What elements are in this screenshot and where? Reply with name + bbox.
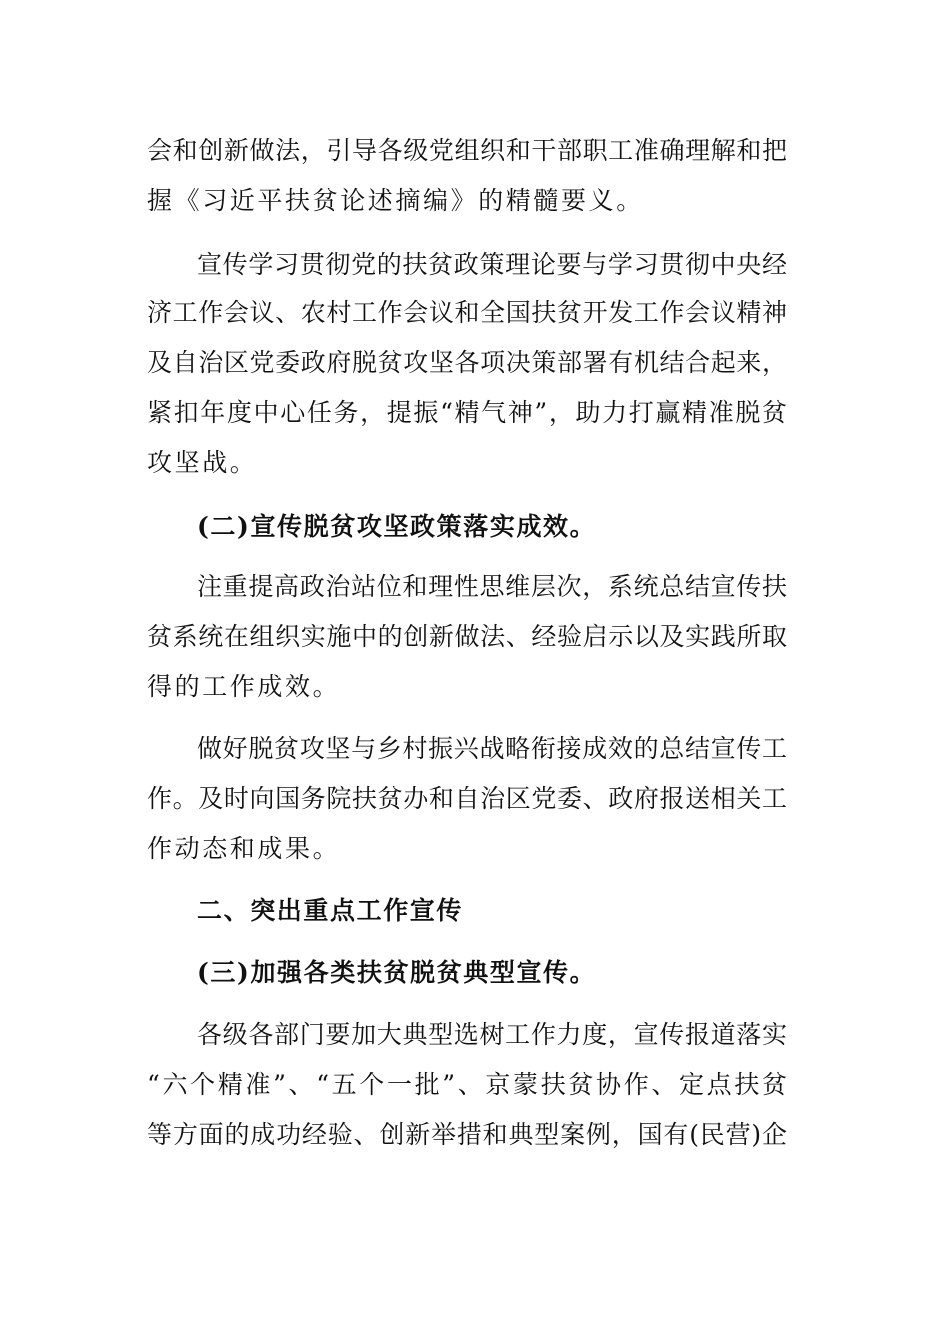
paragraph-line: 贫系统在组织实施中的创新做法、经验启示以及实践所取: [147, 622, 787, 651]
paragraph-line: 攻坚战。: [147, 448, 258, 477]
paragraph-line: 握《习近平扶贫论述摘编》的精髓要义。: [147, 186, 644, 215]
chapter-heading: 二、突出重点工作宣传: [197, 896, 464, 925]
paragraph-line: 作动态和成果。: [147, 834, 341, 863]
paragraph-line: 等方面的成功经验、创新举措和典型案例，国有(民营)企: [147, 1120, 787, 1149]
paragraph-line: 注重提高政治站位和理性思维层次，系统总结宣传扶: [197, 572, 787, 601]
paragraph-line: 及自治区党委政府脱贫攻坚各项决策部署有机结合起来，: [147, 348, 787, 377]
paragraph-line: 做好脱贫攻坚与乡村振兴战略衔接成效的总结宣传工: [197, 734, 787, 763]
paragraph-line: 各级各部门要加大典型选树工作力度，宣传报道落实: [197, 1020, 787, 1049]
section-heading: (二)宣传脱贫攻坚政策落实成效。: [197, 512, 597, 541]
paragraph-line: “六个精准”、“五个一批”、京蒙扶贫协作、定点扶贫: [147, 1070, 787, 1099]
paragraph-line: 济工作会议、农村工作会议和全国扶贫开发工作会议精神: [147, 298, 787, 327]
paragraph-line: 宣传学习贯彻党的扶贫政策理论要与学习贯彻中央经: [197, 250, 787, 279]
section-heading: (三)加强各类扶贫脱贫典型宣传。: [197, 958, 597, 987]
paragraph-line: 紧扣年度中心任务，提振“精气神”，助力打赢精准脱贫: [147, 398, 787, 427]
paragraph-line: 作。及时向国务院扶贫办和自治区党委、政府报送相关工: [147, 784, 787, 813]
paragraph-line: 得的工作成效。: [147, 672, 341, 701]
paragraph-line: 会和创新做法，引导各级党组织和干部职工准确理解和把: [147, 136, 787, 165]
